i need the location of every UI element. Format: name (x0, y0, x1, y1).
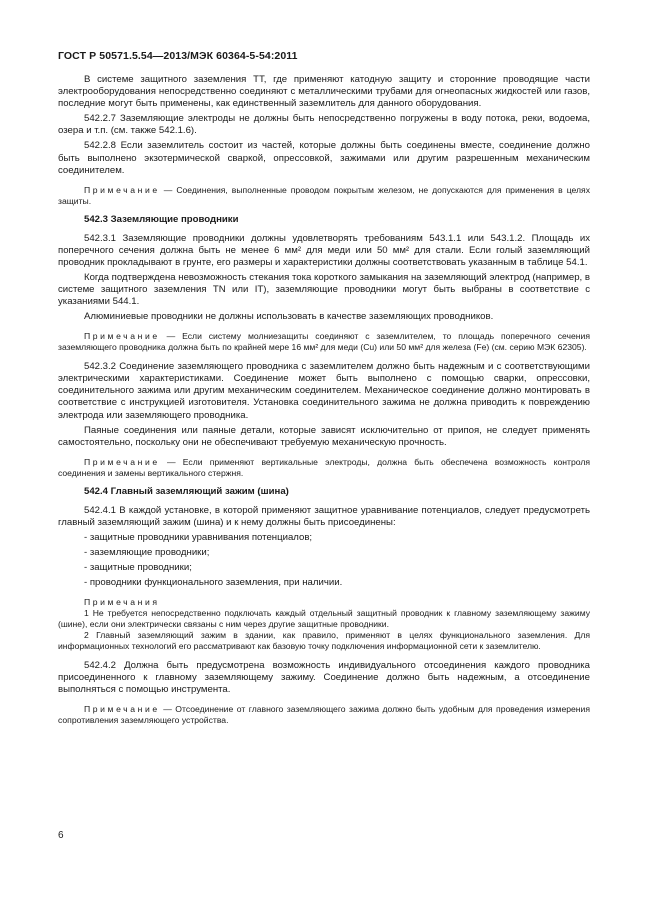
list-item: - защитные проводники уравнивания потенциалов; (84, 531, 313, 543)
note-1 (58, 185, 590, 207)
document-header: ГОСТ Р 50571.5.54—2013/МЭК 60364-5-54:2011 (58, 50, 298, 62)
paragraph-542-2-7: 542.2.7 Заземляющие электроды не должны быть непосредственно погружены в воду потока, реки, водоема, озера и т.п. (см. также 542.1.6). (58, 113, 590, 137)
notes-label: Примечания (84, 597, 160, 608)
section-542-3-heading: 542.3 Заземляющие проводники (84, 213, 239, 225)
paragraph-tt-system: В системе защитного заземления ТТ, где применяют катодную защиту и сторонние проводящие части электрооборудования непосредственно соединяют с металлическими трубами для огнеопасных жидкостей или газов, последние могут быть применены, как единственный заземлитель для данного оборудования. (58, 74, 590, 110)
document-page (58, 50, 590, 726)
note-text: — Отсоединение от главного заземляющего зажима должно быть удобным для проведения измерения сопротивления заземляющего устройства. (58, 704, 590, 725)
notes-item-2: 2 Главный заземляющий зажим в здании, как правило, применяют в целях функционального заземления. Для информационных технологий его рассматривают как базовую точку подключения информационной сети к заземлителю. (58, 629, 590, 651)
note-label: Примечание (84, 456, 160, 467)
note-4 (58, 704, 590, 726)
note-text: — Соединения, выполненные проводом покрытым железом, не допускаются для применения в целях защиты. (58, 184, 590, 206)
list-item: - проводники функционального заземления, при наличии. (84, 577, 343, 589)
note-2 (58, 331, 590, 353)
note-label: Примечание (84, 184, 160, 195)
paragraph-542-4-2: 542.4.2 Должна быть предусмотрена возможность индивидуального отсоединения каждого проводника присоединенного к главному заземляющему зажиму. Соединение должно быть надежным, а отсоединение выполняться с помощью инструмента. (58, 659, 590, 695)
note-3 (58, 457, 590, 479)
note-label: Примечание (84, 704, 160, 715)
note-text: — Если применяют вертикальные электроды, должна быть обеспечена возможность контроля соединения и замены вертикального стержня. (58, 456, 590, 478)
section-542-4-heading: 542.4 Главный заземляющий зажим (шина) (84, 485, 289, 497)
paragraph-short-circuit: Когда подтверждена невозможность стекания тока короткого замыкания на заземляющий электрод (например, в системе защитного заземления TN или IT), заземляющие проводники могут быть выбраны в соответствие с указаниями 544.1. (58, 271, 590, 308)
paragraph-aluminium: Алюминиевые проводники не должны использовать в качестве заземляющих проводников. (84, 311, 494, 323)
paragraph-542-3-1: 542.3.1 Заземляющие проводники должны удовлетворять требованиям 543.1.1 или 543.1.2. Площадь их поперечного сечения должна быть не менее 6 мм² для меди или 50 мм² для стали. Если голый заземляющий проводник прокладывают в грунте, его размеры и характеристики должны соответствовать указанным в таблице 54.1. (58, 232, 590, 268)
list-item: - заземляющие проводники; (84, 546, 210, 558)
note-label: Примечание (84, 331, 160, 342)
paragraph-542-3-2: 542.3.2 Соединение заземляющего проводника с заземлителем должно быть надежным и с соответствующими электрическими характеристиками. Соединение может быть выполнено с помощью сварки, опрессовки, соединительного зажима или другим механическим соединителем. Механическое соединение должно монтировать в соответствие с инструкцией изготовителя. Установка соединительного зажима не должна приводить к повреждению электрода или заземляющего проводника. (58, 361, 590, 421)
notes-item-1: 1 Не требуется непосредственно подключать каждый отдельный защитный проводник к главному заземляющему зажиму (шине), если они электрически связаны с ним через другие защитные проводники. (58, 608, 590, 630)
page-number: 6 (58, 830, 64, 841)
note-text: — Если систему молниезащиты соединяют с заземлителем, то площадь поперечного сечения заземляющего проводника должна быть по крайней мере 16 мм² для меди (Cu) или 50 мм² для железа (Fe) (см. серию МЭК 62305). (58, 331, 590, 353)
list-item: - защитные проводники; (84, 562, 192, 574)
paragraph-542-2-8: 542.2.8 Если заземлитель состоит из частей, которые должны быть соединены вместе, соединение должно быть выполнено экзотермической сваркой, опрессовкой, зажимами или другим разрешенным механическим соединителем. (58, 140, 590, 176)
paragraph-542-4-1: 542.4.1 В каждой установке, в которой применяют защитное уравнивание потенциалов, следует предусмотреть главный заземляющий зажим (шина) и к нему должны быть присоединены: (58, 504, 590, 528)
paragraph-soldered: Паяные соединения или паяные детали, которые зависят исключительно от припоя, не следует применять самостоятельно, поскольку они не обеспечивают требуемую механическую прочность. (58, 424, 590, 448)
